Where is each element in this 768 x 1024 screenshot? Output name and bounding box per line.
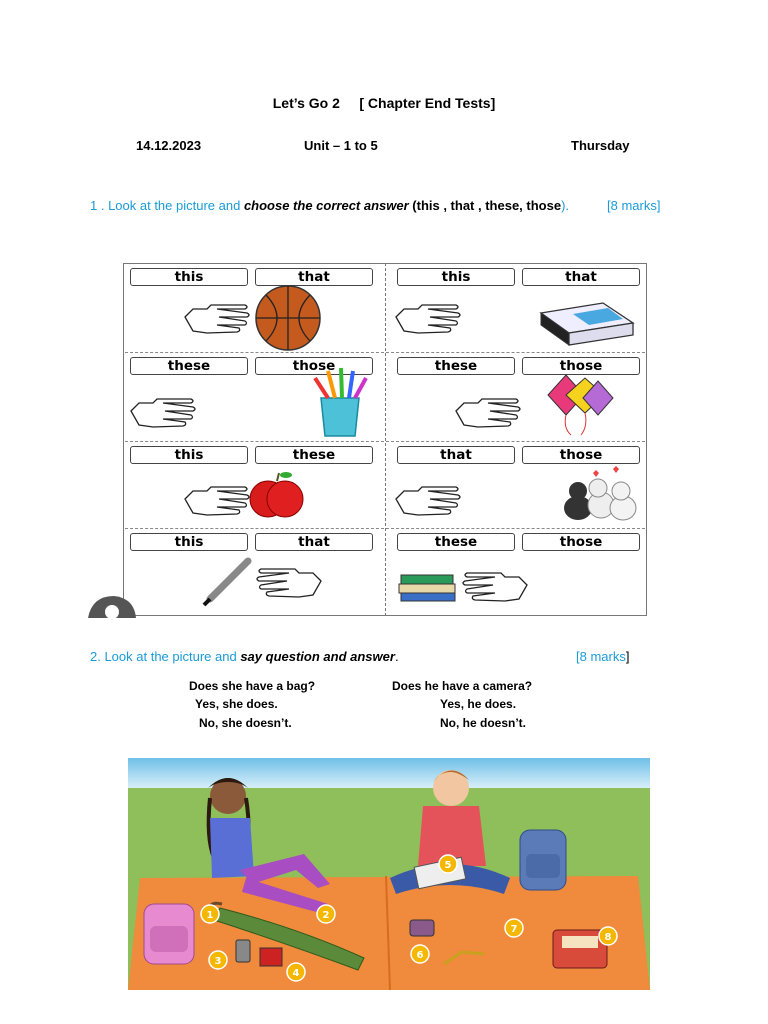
pointing-hand-icon <box>456 399 520 427</box>
word-choice[interactable]: these <box>397 533 515 551</box>
example-2-no: No, he doesn’t. <box>440 716 527 730</box>
word-choice[interactable]: that <box>522 268 640 286</box>
sky <box>128 758 650 792</box>
word-choice[interactable]: these <box>255 446 373 464</box>
calculator-icon <box>260 948 282 966</box>
pen-icon <box>204 561 248 605</box>
pointing-hand-icon <box>396 487 460 515</box>
marker-8: 8 <box>604 932 612 943</box>
q1-emphasis: choose the correct answer <box>243 198 409 213</box>
word-choice[interactable]: this <box>130 533 248 551</box>
date: 14.12.2023 <box>136 138 202 153</box>
q1-prefix: 1 . Look at the picture and <box>90 198 244 213</box>
question-2 <box>90 649 399 664</box>
pink-backpack-icon <box>144 904 194 964</box>
day: Thursday <box>571 138 630 153</box>
word-choice[interactable]: those <box>522 533 640 551</box>
word-choice[interactable]: those <box>522 357 640 375</box>
books-icon <box>399 575 455 601</box>
colored-pencils-icon <box>315 368 366 436</box>
word-choice[interactable]: that <box>255 533 373 551</box>
eraser-icon <box>541 303 633 345</box>
pointing-hand-icon <box>463 573 527 601</box>
page-title: Let’s Go 2 [ Chapter End Tests] <box>272 95 496 111</box>
corner-mark-icon <box>88 596 136 618</box>
example-2-yes: Yes, he does. <box>440 697 517 711</box>
word-choice[interactable]: that <box>255 268 373 286</box>
word-choice[interactable]: this <box>397 268 515 286</box>
kittens-icon <box>564 466 636 520</box>
example-1-yes: Yes, she does. <box>195 697 278 711</box>
picnic-scene <box>128 758 650 990</box>
q2-suffix: . <box>394 649 399 664</box>
kites-icon <box>548 375 613 435</box>
example-1-no: No, she doesn’t. <box>199 716 292 730</box>
q2-emphasis: say question and answer <box>240 649 395 664</box>
example-2-question: Does he have a camera? <box>392 679 533 693</box>
q2-prefix: 2. Look at the picture and <box>90 649 241 664</box>
pointing-hand-icon <box>185 305 249 333</box>
pointing-hand-icon <box>185 487 249 515</box>
q2-marks-open: [8 marks <box>576 649 626 664</box>
q1-options: (this , that , these, those <box>408 198 562 213</box>
word-choice[interactable]: those <box>255 357 373 375</box>
marker-4: 4 <box>292 968 300 979</box>
camera-icon <box>410 920 434 936</box>
pointing-hand-icon <box>131 399 195 427</box>
q2-marks <box>576 649 629 664</box>
pointing-hand-icon <box>257 569 321 597</box>
word-choice[interactable]: that <box>397 446 515 464</box>
q1-marks: [8 marks] <box>607 198 661 213</box>
marker-2: 2 <box>322 910 330 921</box>
marker-1: 1 <box>206 910 214 921</box>
phone-icon <box>236 940 250 962</box>
word-choice[interactable]: this <box>130 268 248 286</box>
apple-icon <box>250 472 303 517</box>
marker-5: 5 <box>444 860 452 871</box>
word-choice[interactable]: these <box>130 357 248 375</box>
pointing-hand-icon <box>396 305 460 333</box>
word-choice[interactable]: this <box>130 446 248 464</box>
marker-7: 7 <box>510 924 518 935</box>
basketball-icon <box>256 286 320 350</box>
word-choice[interactable]: those <box>522 446 640 464</box>
marker-3: 3 <box>214 956 222 967</box>
blue-backpack-icon <box>520 830 566 890</box>
q2-marks-close: ] <box>625 649 630 664</box>
grid-pictures <box>123 263 647 616</box>
question-1 <box>90 198 569 213</box>
q1-close: ). <box>561 198 570 213</box>
example-1-question: Does she have a bag? <box>189 679 316 693</box>
unit: Unit – 1 to 5 <box>304 138 378 153</box>
marker-6: 6 <box>416 950 424 961</box>
word-choice[interactable]: these <box>397 357 515 375</box>
